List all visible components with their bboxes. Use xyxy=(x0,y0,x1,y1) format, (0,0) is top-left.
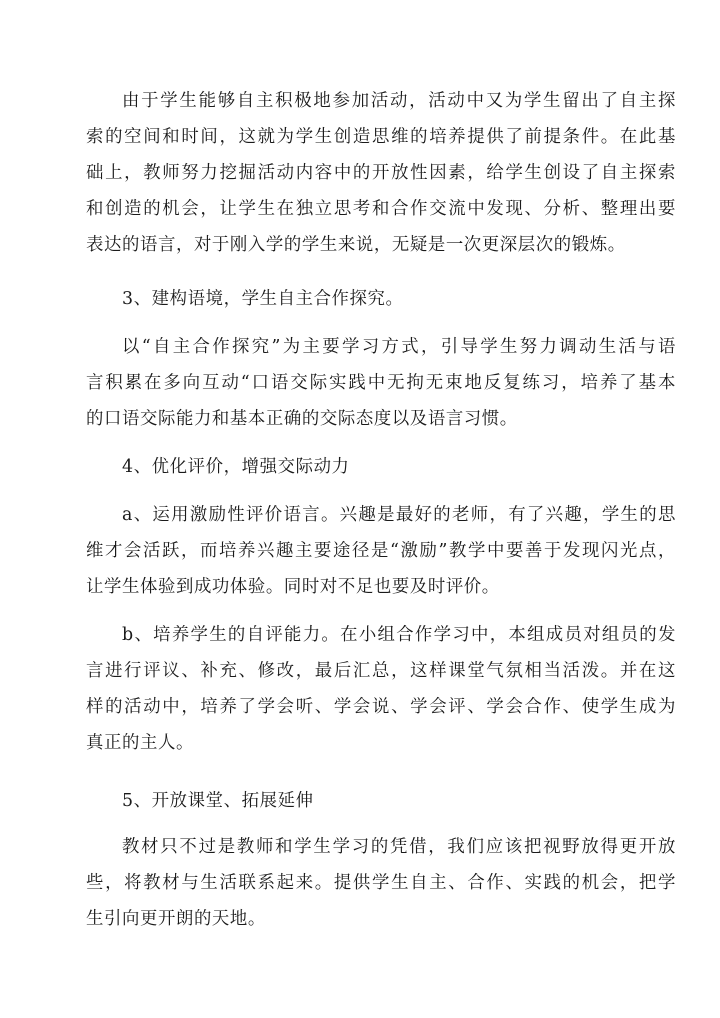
text-line: 言进行评议、补充、修改，最后汇总，这样课堂气氛相当活泼。并在这 xyxy=(86,661,676,681)
text-line: 础上，教师努力挖掘活动内容中的开放性因素，给学生创设了自主探索 xyxy=(86,163,676,183)
text-line: 教材只不过是教师和学生学习的凭借，我们应该把视野放得更开放 xyxy=(122,837,676,857)
text-line: 言积累在多向互动“口语交际实践中无拘无束地反复练习，培养了基本 xyxy=(86,373,676,393)
text-line: 真正的主人。 xyxy=(86,733,194,753)
text-line: 表达的语言，对于刚入学的学生来说，无疑是一次更深层次的锻炼。 xyxy=(86,235,626,255)
text-line: 生引向更开朗的天地。 xyxy=(86,909,266,929)
text-line: 维才会活跃，而培养兴趣主要途径是“激励”教学中要善于发现闪光点， xyxy=(86,541,676,561)
section-heading: 3、建构语境，学生自主合作探究。 xyxy=(122,289,404,309)
text-line: 的口语交际能力和基本正确的交际态度以及语言习惯。 xyxy=(86,409,518,429)
text-line: 以“自主合作探究”为主要学习方式，引导学生努力调动生活与语 xyxy=(122,337,676,357)
text-line: b、培养学生的自评能力。在小组合作学习中，本组成员对组员的发 xyxy=(122,625,676,645)
text-line: 让学生体验到成功体验。同时对不足也要及时评价。 xyxy=(86,577,500,597)
text-line: a、运用激励性评价语言。兴趣是最好的老师，有了兴趣，学生的思 xyxy=(122,505,676,525)
text-line: 些，将教材与生活联系起来。提供学生自主、合作、实践的机会，把学 xyxy=(86,873,676,893)
text-line: 样的活动中，培养了学会听、学会说、学会评、学会合作、使学生成为 xyxy=(86,697,676,717)
section-heading: 4、优化评价，增强交际动力 xyxy=(122,457,350,477)
text-line: 索的空间和时间，这就为学生创造思维的培养提供了前提条件。在此基 xyxy=(86,127,676,147)
text-line: 和创造的机会，让学生在独立思考和合作交流中发现、分析、整理出要 xyxy=(86,199,676,219)
text-line: 由于学生能够自主积极地参加活动，活动中又为学生留出了自主探 xyxy=(122,91,676,111)
section-heading: 5、开放课堂、拓展延伸 xyxy=(122,791,314,811)
